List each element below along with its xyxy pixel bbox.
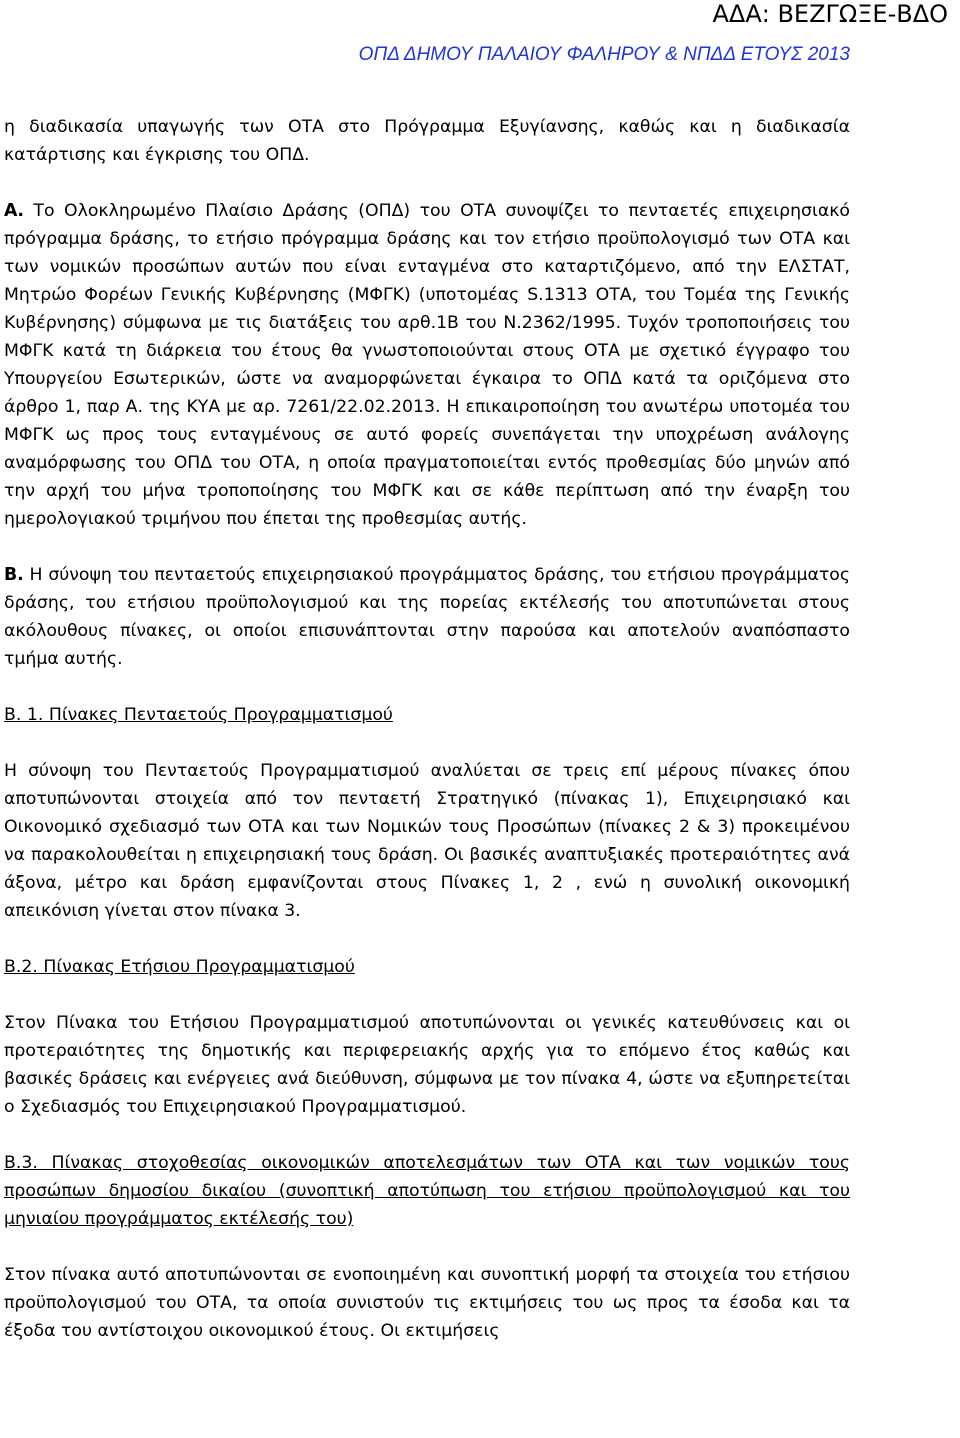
document-body <box>4 113 850 1345</box>
section-b2-paragraph: Στον Πίνακα του Ετήσιου Προγραμματισμού αποτυπώνονται οι γενικές κατευθύνσεις και οι προτεραιότητες της δημοτικής και περιφερειακής αρχής για το επόμενο έτος καθώς και βασικές δράσεις και ενέργειες ανά διεύθυνση, σύμφωνα με τον πίνακα 4, ώστε να εξυπηρετείται ο Σχεδιασμός του Επιχειρησιακού Προγραμματισμού. <box>4 1013 850 1117</box>
section-b-paragraph <box>4 561 850 673</box>
ada-code: ΑΔΑ: ΒΕΖΓΩΞΕ-ΒΔΟ <box>712 0 948 28</box>
section-b1-title: Β. 1. Πίνακες Πενταετούς Προγραμματισμού <box>4 705 393 725</box>
section-b3-title: Β.3. Πίνακας στοχοθεσίας οικονομικών αποτελεσμάτων των ΟΤΑ και των νομικών τους προσώπων δημοσίου δικαίου (συνοπτική αποτύπωση του ετήσιου προϋπολογισμού και του μηνιαίου προγράμματος εκτέλεσής του) <box>4 1153 850 1229</box>
section-b3-paragraph: Στον πίνακα αυτό αποτυπώνονται σε ενοποιημένη και συνοπτική μορφή τα στοιχεία του ετήσιου προϋπολογισμού του ΟΤΑ, τα οποία συνιστούν τις εκτιμήσεις του ως προς τα έσοδα και τα έξοδα του αντίστοιχου οικονομικού έτους. Οι εκτιμήσεις <box>4 1265 850 1341</box>
section-b-text: Η σύνοψη του πενταετούς επιχειρησιακού προγράμματος δράσης, του ετήσιου προγράμματος δράσης, του ετήσιου προϋπολογισμού και της πορείας εκτέλεσής του αποτυπώνεται στους ακόλουθους πίνακες, οι οποίοι επισυνάπτονται στην παρούσα και αποτελούν αναπόσπαστο τμήμα αυτής. <box>4 565 850 669</box>
section-b-label: Β. <box>4 565 24 585</box>
section-a-paragraph <box>4 197 850 533</box>
section-a-label: Α. <box>4 201 24 221</box>
document-subtitle: ΟΠΔ ΔΗΜΟΥ ΠΑΛΑΙΟΥ ΦΑΛΗΡΟΥ & ΝΠΔΔ ΕΤΟΥΣ 2013 <box>358 44 850 65</box>
section-b2-title: Β.2. Πίνακας Ετήσιου Προγραμματισμού <box>4 957 355 977</box>
section-b1-paragraph: Η σύνοψη του Πενταετούς Προγραμματισμού αναλύεται σε τρεις επί μέρους πίνακες όπου αποτυπώνονται στοιχεία από τον πενταετή Στρατηγικό (πίνακας 1), Επιχειρησιακό και Οικονομικό σχεδιασμό των ΟΤΑ και των Νομικών τους Προσώπων (πίνακες 2 & 3) προκειμένου να παρακολουθείται η επιχειρησιακή τους δράση. Οι βασικές αναπτυξιακές προτεραιότητες ανά άξονα, μέτρο και δράση εμφανίζονται στους Πίνακες 1, 2 , ενώ η συνολική οικονομική απεικόνιση γίνεται στον πίνακα 3. <box>4 761 850 921</box>
intro-paragraph: η διαδικασία υπαγωγής των ΟΤΑ στο Πρόγραμμα Εξυγίανσης, καθώς και η διαδικασία κατάρτισης και έγκρισης του ΟΠΔ. <box>4 117 850 165</box>
section-a-text: Το Ολοκληρωμένο Πλαίσιο Δράσης (ΟΠΔ) του ΟΤΑ συνοψίζει το πενταετές επιχειρησιακό πρόγραμμα δράσης, το ετήσιο πρόγραμμα δράσης και τον ετήσιο προϋπολογισμό των ΟΤΑ και των νομικών προσώπων αυτών που είναι ενταγμένα στο καταρτιζόμενο, από την ΕΛΣΤΑΤ, Μητρώο Φορέων Γενικής Κυβέρνησης (ΜΦΓΚ) (υποτομέας S.1313 ΟΤΑ, του Τομέα της Γενικής Κυβέρνησης) σύμφωνα με τις διατάξεις του αρθ.1Β του Ν.2362/1995. Τυχόν τροποποιήσεις του ΜΦΓΚ κατά τη διάρκεια του έτους θα γνωστοποιούνται στους ΟΤΑ με σχετικό έγγραφο του Υπουργείου Εσωτερικών, ώστε να αναμορφώνεται έγκαιρα το ΟΠΔ κατά τα οριζόμενα στο άρθρο 1, παρ Α. της ΚΥΑ με αρ. 7261/22.02.2013. Η επικαιροποίηση του ανωτέρω υποτομέα του ΜΦΓΚ ως προς τους ενταγμένους σε αυτό φορείς συνεπάγεται την υποχρέωση ανάλογης αναμόρφωσης του ΟΠΔ του ΟΤΑ, η οποία πραγματοποιείται εντός προθεσμίας δύο μηνών από την αρχή του μήνα τροποποίησης του ΜΦΓΚ και σε κάθε περίπτωση από την έναρξη του ημερολογιακού τριμήνου που έπεται της προθεσμίας αυτής. <box>4 201 850 529</box>
